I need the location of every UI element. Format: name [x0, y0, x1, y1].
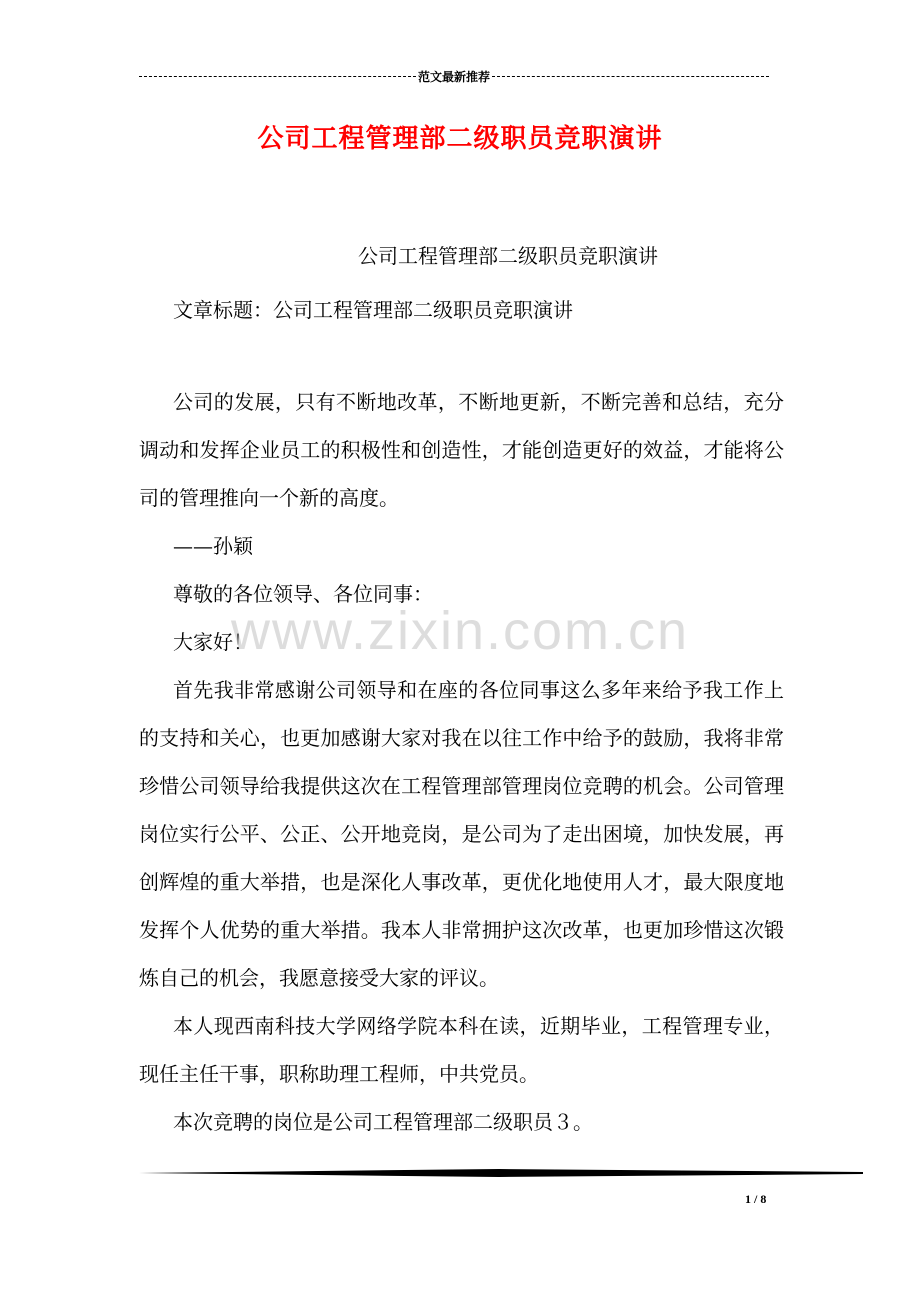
paragraph-salutation: 尊敬的各位领导、各位同事：: [173, 582, 433, 606]
document-title: 公司工程管理部二级职员竞职演讲: [257, 124, 663, 154]
watermark: www.zixin.com.cn: [230, 601, 690, 661]
page-header: [139, 66, 769, 86]
page-number: 1 / 8: [745, 1192, 767, 1206]
paragraph-greeting: 大家好！: [173, 630, 253, 654]
paragraph-quote-author: ——孙颖: [173, 534, 253, 558]
footer-rule: [139, 1168, 863, 1178]
paragraph-body-3: 本次竞聘的岗位是公司工程管理部二级职员３。: [173, 1110, 593, 1134]
paragraph-quote: 公司的发展，只有不断地改革，不断地更新，不断完善和总结，充分调动和发挥企业员工的积极性和创造性，才能创造更好的效益，才能将公司的管理推向一个新的高度。: [139, 390, 784, 510]
paragraph-body-1: 首先我非常感谢公司领导和在座的各位同事这么多年来给予我工作上的支持和关心，也更加感谢大家对我在以往工作中给予的鼓励，我将非常珍惜公司领导给我提供这次在工程管理部管理岗位竞聘的机会。公司管理岗位实行公平、公正、公开地竞岗，是公司为了走出困境，加快发展，再创辉煌的重大举措，也是深化人事改革，更优化地使用人才，最大限度地发挥个人优势的重大举措。我本人非常拥护这次改革，也更加珍惜这次锻炼自己的机会，我愿意接受大家的评议。: [139, 678, 784, 990]
header-dash-right: [492, 76, 769, 77]
header-dash-left: [139, 76, 416, 77]
document-subtitle: 公司工程管理部二级职员竞职演讲: [358, 244, 658, 268]
header-label: 范文最新推荐: [418, 69, 491, 84]
paragraph-body-2: 本人现西南科技大学网络学院本科在读，近期毕业，工程管理专业，现任主任干事，职称助理工程师，中共党员。: [139, 1014, 784, 1086]
paragraph-article-title: 文章标题：公司工程管理部二级职员竞职演讲: [173, 298, 573, 322]
